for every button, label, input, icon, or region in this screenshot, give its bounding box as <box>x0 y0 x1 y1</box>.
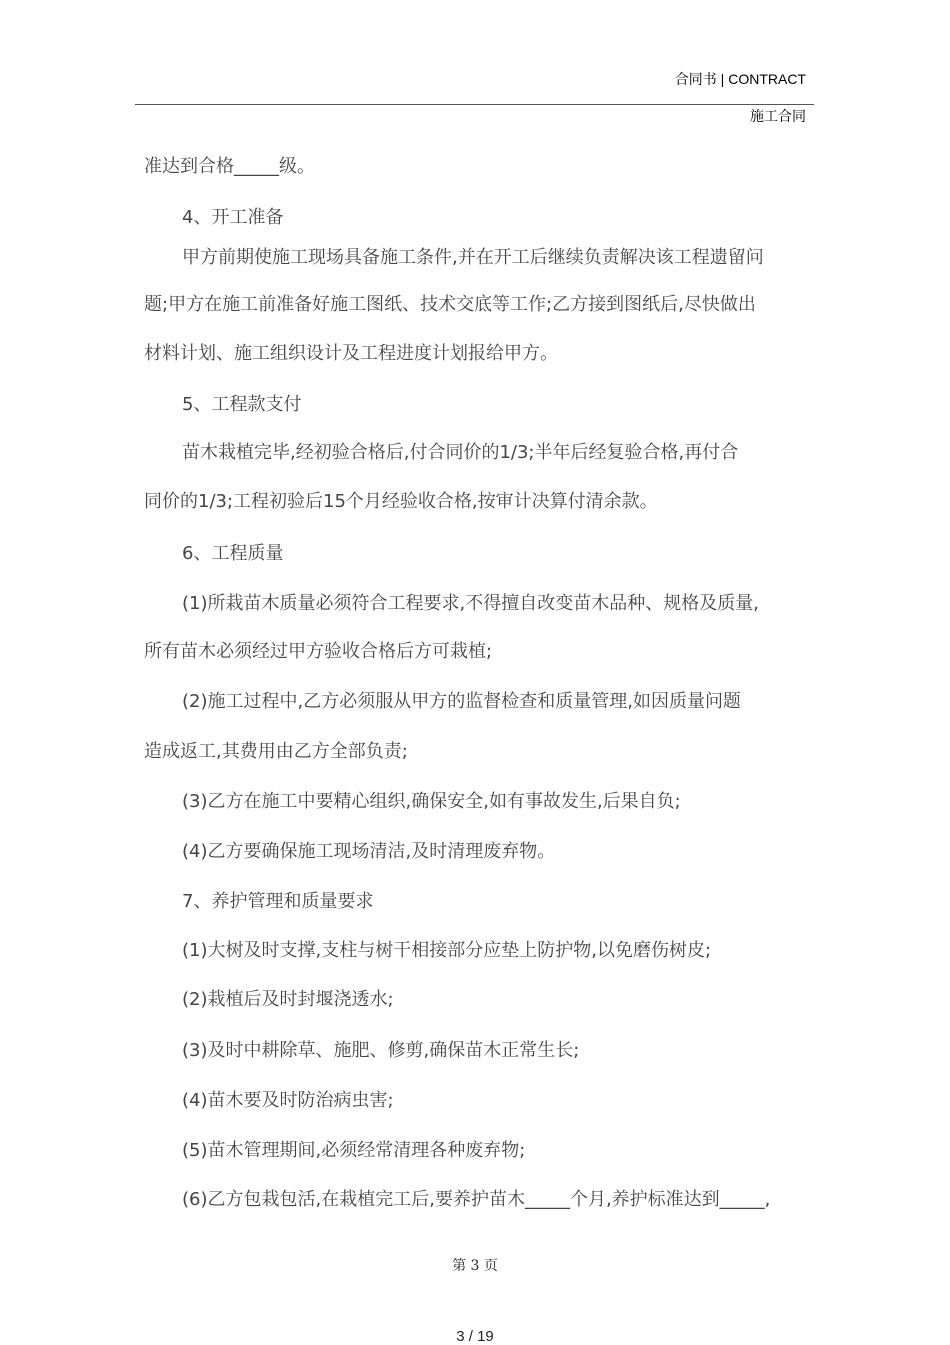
section-heading: 5、工程款支付 <box>182 394 302 415</box>
body-line: 准达到合格_____级。 <box>144 156 315 177</box>
body-line: (1)所栽苗木质量必须符合工程要求,不得擅自改变苗木品种、规格及质量, <box>182 593 759 614</box>
body-line: 材料计划、施工组织设计及工程进度计划报给甲方。 <box>144 343 558 364</box>
body-line: (4)苗木要及时防治病虫害; <box>182 1090 394 1111</box>
section-heading: 7、养护管理和质量要求 <box>182 891 374 912</box>
section-heading: 6、工程质量 <box>182 543 284 564</box>
header-subtitle: 施工合同 <box>750 109 806 125</box>
body-line: (1)大树及时支撑,支柱与树干相接部分应垫上防护物,以免磨伤树皮; <box>182 940 712 961</box>
body-line: (3)及时中耕除草、施肥、修剪,确保苗木正常生长; <box>182 1040 580 1061</box>
body-line: (4)乙方要确保施工现场清洁,及时清理废弃物。 <box>182 841 556 862</box>
header-title: 合同书 | CONTRACT <box>674 71 806 87</box>
body-line: 题;甲方在施工前准备好施工图纸、技术交底等工作;乙方接到图纸后,尽快做出 <box>144 294 756 315</box>
body-line: 所有苗木必须经过甲方验收合格后方可栽植; <box>144 641 493 662</box>
body-line: 造成返工,其费用由乙方全部负责; <box>144 741 408 762</box>
body-line: (2)栽植后及时封堰浇透水; <box>182 989 394 1010</box>
section-heading: 4、开工准备 <box>182 207 284 228</box>
body-line: 同价的1/3;工程初验后15个月经验收合格,按审计决算付清余款。 <box>144 491 658 512</box>
page-counter: 3 / 19 <box>456 1328 494 1345</box>
body-line: 苗木栽植完毕,经初验合格后,付合同价的1/3;半年后经复验合格,再付合 <box>182 442 739 463</box>
body-line: (2)施工过程中,乙方必须服从甲方的监督检查和质量管理,如因质量问题 <box>182 691 741 712</box>
page-number-label: 第 3 页 <box>452 1258 498 1274</box>
body-line: (6)乙方包栽包活,在栽植完工后,要养护苗木_____个月,养护标准达到_____, <box>182 1189 771 1210</box>
body-line: (5)苗木管理期间,必须经常清理各种废弃物; <box>182 1140 526 1161</box>
header-divider <box>135 104 814 105</box>
body-line: (3)乙方在施工中要精心组织,确保安全,如有事故发生,后果自负; <box>182 791 681 812</box>
body-line: 甲方前期使施工现场具备施工条件,并在开工后继续负责解决该工程遗留问 <box>182 247 764 268</box>
